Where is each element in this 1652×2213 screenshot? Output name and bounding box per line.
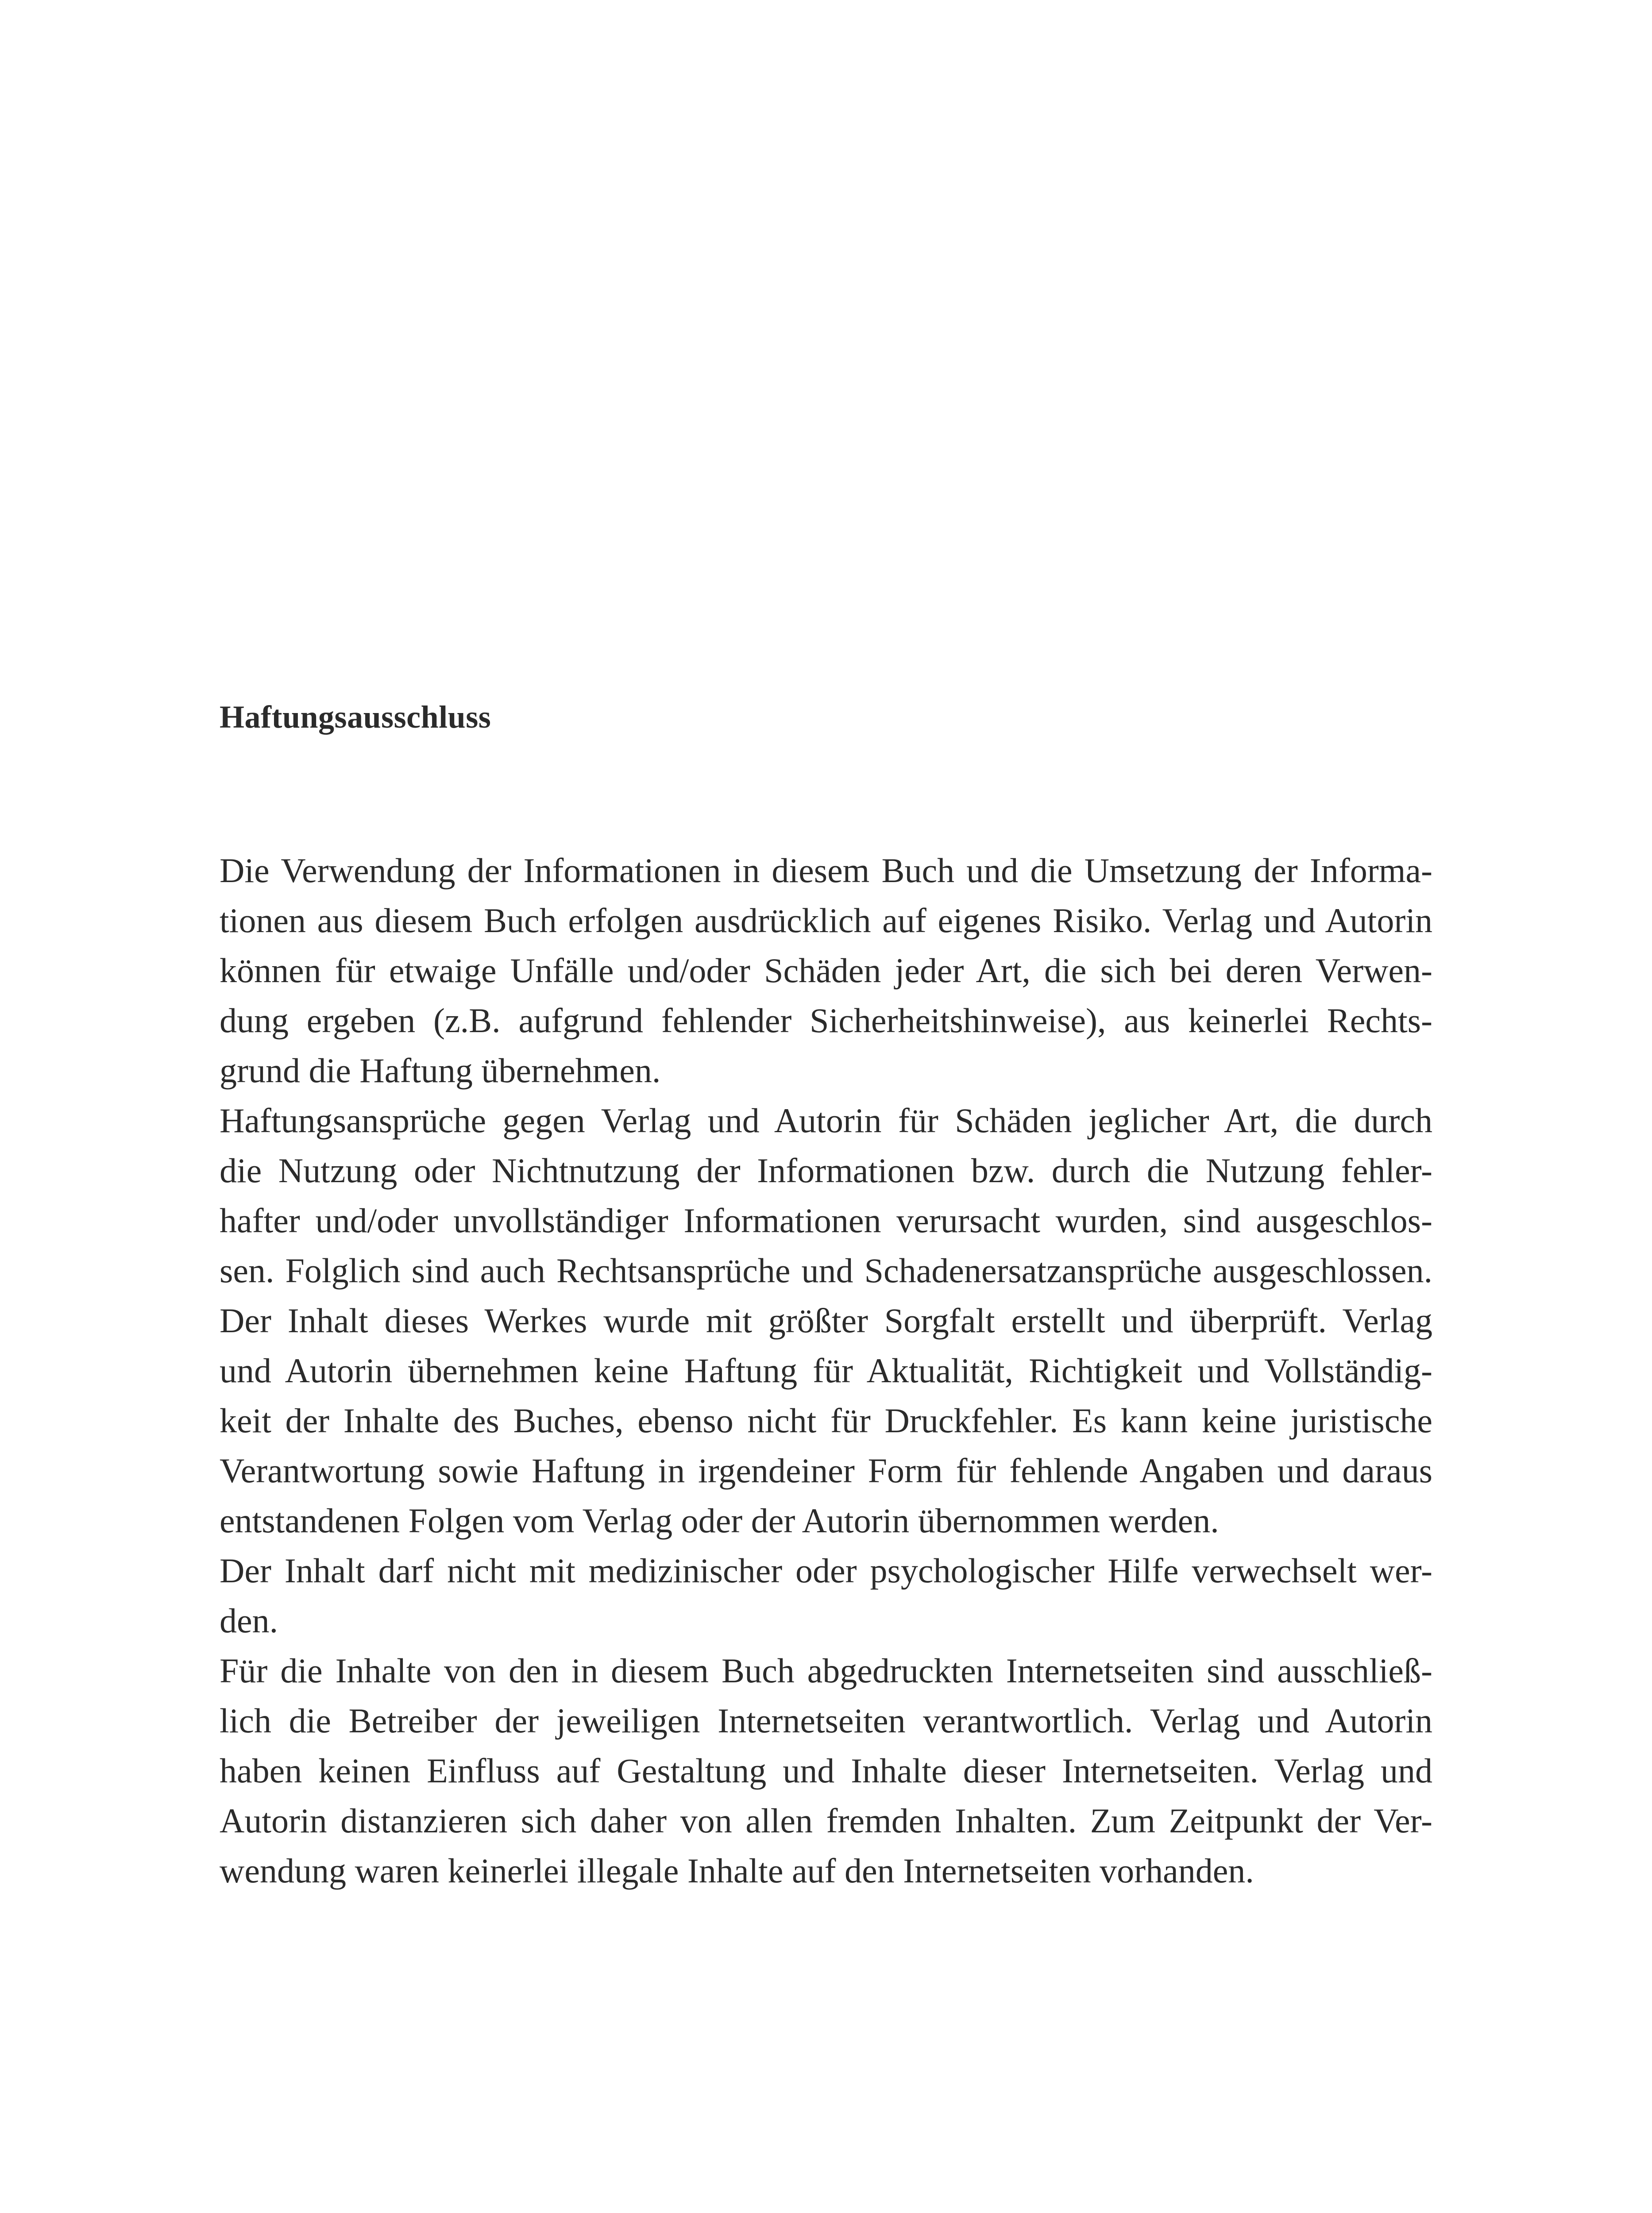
text-line: Die Verwendung der Informationen in diesem Buch und die Umsetzung der Informa-	[220, 851, 1432, 890]
text-line: keit der Inhalte des Buches, ebenso nicht für Druckfehler. Es kann keine juristische	[220, 1401, 1432, 1440]
text-line: Haftungsansprüche gegen Verlag und Autorin für Schäden jeglicher Art, die durch	[220, 1101, 1432, 1140]
text-line: sen. Folglich sind auch Rechtsansprüche und Schadenersatzansprüche ausgeschlossen.	[220, 1251, 1432, 1290]
text-line: haben keinen Einfluss auf Gestaltung und Inhalte dieser Internetseiten. Verlag und	[220, 1751, 1432, 1790]
text-line: den.	[220, 1601, 278, 1640]
text-line: Der Inhalt darf nicht mit medizinischer oder psychologischer Hilfe verwechselt wer-	[220, 1551, 1432, 1590]
text-line: dung ergeben (z.B. aufgrund fehlender Sicherheitshinweise), aus keinerlei Rechts-	[220, 1001, 1432, 1040]
text-line: können für etwaige Unfälle und/oder Schäden jeder Art, die sich bei deren Verwen-	[220, 951, 1432, 990]
text-line: lich die Betreiber der jeweiligen Internetseiten verantwortlich. Verlag und Autorin	[220, 1701, 1432, 1740]
text-line: entstandenen Folgen vom Verlag oder der Autorin übernommen werden.	[220, 1501, 1219, 1540]
text-line: wendung waren keinerlei illegale Inhalte auf den Internetseiten vorhanden.	[220, 1851, 1254, 1890]
text-line: Für die Inhalte von den in diesem Buch abgedruckten Internetseiten sind ausschließ-	[220, 1651, 1432, 1690]
text-line: grund die Haftung übernehmen.	[220, 1051, 661, 1090]
text-line: die Nutzung oder Nichtnutzung der Informationen bzw. durch die Nutzung fehler-	[220, 1151, 1432, 1190]
text-line: Verantwortung sowie Haftung in irgendeiner Form für fehlende Angaben und daraus	[220, 1451, 1432, 1490]
disclaimer-section	[220, 690, 1432, 1896]
section-heading: Haftungsausschluss	[220, 699, 491, 735]
text-line: und Autorin übernehmen keine Haftung für Aktualität, Richtigkeit und Vollständig-	[220, 1351, 1432, 1390]
text-line: Autorin distanzieren sich daher von allen fremden Inhalten. Zum Zeitpunkt der Ver-	[220, 1801, 1432, 1840]
text-line: tionen aus diesem Buch erfolgen ausdrücklich auf eigenes Risiko. Verlag und Autorin	[220, 901, 1432, 940]
text-line: hafter und/oder unvollständiger Informationen verursacht wurden, sind ausgeschlos-	[220, 1201, 1432, 1240]
disclaimer-body	[220, 845, 1432, 1896]
text-line: Der Inhalt dieses Werkes wurde mit größter Sorgfalt erstellt und überprüft. Verlag	[220, 1301, 1432, 1340]
